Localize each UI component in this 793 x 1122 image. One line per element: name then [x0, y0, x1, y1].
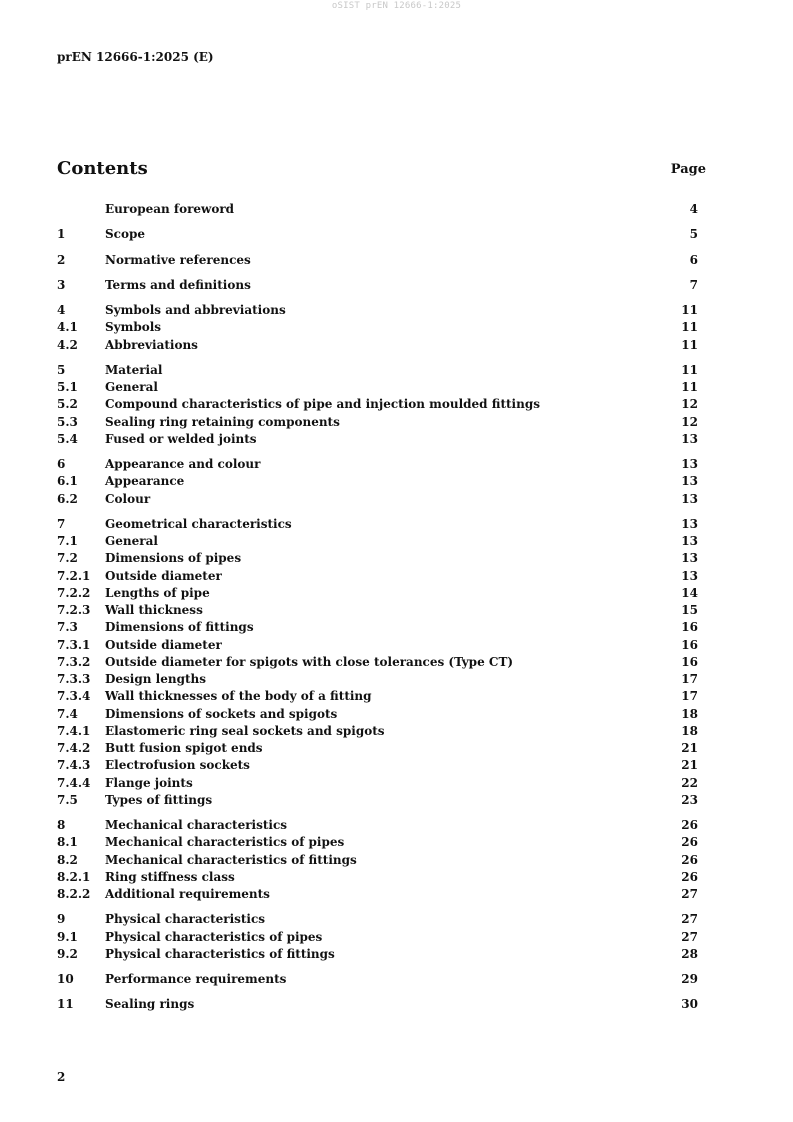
toc-entry-title: Additional requirements — [105, 887, 270, 901]
toc-entry-number: 4.2 — [57, 337, 78, 352]
toc-entry-number: 2 — [57, 252, 66, 267]
toc-entry-number: 8 — [57, 818, 66, 832]
toc-entry-page: 5 — [689, 227, 698, 242]
toc-entry-page: 13 — [681, 431, 698, 446]
toc-entry-number: 6.2 — [57, 491, 78, 506]
toc-entry-number: 7.2.3 — [57, 603, 91, 617]
toc-entry[interactable] — [57, 817, 698, 834]
toc-entry-number: 5.4 — [57, 431, 78, 446]
toc-entry[interactable] — [57, 852, 698, 869]
toc-entry-title: General — [105, 380, 158, 394]
toc-entry[interactable] — [57, 886, 698, 903]
toc-entry-title: Outside diameter — [105, 637, 222, 652]
toc-entry-title: Outside diameter — [105, 568, 222, 583]
page-number: 2 — [57, 1070, 66, 1084]
toc-entry[interactable] — [57, 362, 698, 379]
toc-entry-title: Abbreviations — [105, 337, 198, 352]
toc-entry-title: Appearance and colour — [105, 457, 261, 471]
toc-entry-page: 12 — [681, 414, 698, 429]
toc-entry[interactable] — [57, 996, 698, 1013]
toc-entry-page: 26 — [681, 852, 698, 867]
toc-entry-page: 14 — [681, 585, 698, 600]
toc-entry[interactable] — [57, 396, 698, 413]
toc-entry-number: 7.5 — [57, 792, 78, 807]
toc-entry-title: Scope — [105, 227, 146, 242]
toc-entry-title: Physical characteristics — [105, 912, 266, 927]
toc-entry-title: European foreword — [105, 202, 235, 216]
toc-entry[interactable] — [57, 456, 698, 473]
toc-entry-page: 11 — [681, 380, 698, 394]
toc-entry[interactable] — [57, 671, 698, 688]
toc-entry[interactable] — [57, 550, 698, 567]
toc-entry[interactable] — [57, 319, 698, 336]
toc-entry-number: 5.1 — [57, 380, 78, 394]
toc-entry-page: 16 — [681, 637, 698, 652]
toc-entry-number: 7.4.3 — [57, 758, 91, 773]
toc-entry-title: Symbols and abbreviations — [105, 303, 286, 317]
toc-entry-number: 8.2.1 — [57, 869, 91, 884]
toc-entry-page: 17 — [681, 689, 698, 704]
toc-entry[interactable] — [57, 533, 698, 550]
toc-entry-title: Sealing ring retaining components — [105, 414, 340, 429]
toc-entry-page: 27 — [681, 912, 698, 927]
toc-entry[interactable] — [57, 568, 698, 585]
toc-entry-page: 4 — [689, 202, 698, 216]
toc-entry-title: Design lengths — [105, 672, 206, 686]
toc-entry-page: 13 — [681, 568, 698, 583]
toc-entry-title: Compound characteristics of pipe and injection moulded fittings — [105, 397, 540, 412]
toc-entry[interactable] — [57, 911, 698, 928]
toc-entry[interactable] — [57, 929, 698, 946]
toc-entry[interactable] — [57, 637, 698, 654]
toc-entry-page: 28 — [681, 946, 698, 961]
toc-entry-page: 13 — [681, 551, 698, 566]
toc-entry-title: Elastomeric ring seal sockets and spigots — [105, 723, 385, 738]
toc-entry-number: 7.3.3 — [57, 672, 91, 686]
toc-entry-number: 7.1 — [57, 534, 78, 548]
toc-entry-page: 11 — [681, 337, 698, 352]
toc-entry-number: 7.4 — [57, 706, 78, 721]
toc-entry-number: 8.2.2 — [57, 887, 91, 901]
toc-entry-number: 7.4.1 — [57, 723, 91, 738]
toc-entry-title: Dimensions of fittings — [105, 620, 254, 635]
toc-entry-page: 12 — [681, 397, 698, 412]
toc-entry[interactable] — [57, 201, 698, 218]
toc-entry-page: 6 — [689, 252, 698, 267]
toc-entry-page: 18 — [681, 723, 698, 738]
page-column-label: Page — [670, 162, 706, 177]
toc-entry-title: Mechanical characteristics of pipes — [105, 835, 345, 850]
table-of-contents — [57, 201, 698, 1014]
toc-entry[interactable] — [57, 706, 698, 723]
toc-entry-number: 7 — [57, 516, 66, 531]
toc-entry-page: 11 — [681, 362, 698, 377]
toc-entry-number: 7.3 — [57, 620, 78, 635]
toc-entry-title: Types of fittings — [105, 792, 213, 807]
toc-entry[interactable] — [57, 619, 698, 636]
toc-entry[interactable] — [57, 516, 698, 533]
toc-entry[interactable] — [57, 688, 698, 705]
contents-heading: Contents — [57, 158, 148, 179]
toc-entry-page: 26 — [681, 818, 698, 832]
toc-entry-page: 15 — [681, 603, 698, 617]
toc-entry-title: Physical characteristics of fittings — [105, 946, 335, 961]
toc-entry[interactable] — [57, 740, 698, 757]
toc-entry-page: 26 — [681, 835, 698, 850]
toc-entry-page: 16 — [681, 654, 698, 669]
toc-entry-number: 7.3.4 — [57, 689, 91, 704]
toc-entry-number: 4 — [57, 303, 66, 317]
document-id: prEN 12666-1:2025 (E) — [57, 50, 214, 64]
toc-entry-number: 8.1 — [57, 835, 78, 850]
toc-entry-title: Symbols — [105, 320, 162, 335]
toc-entry-title: Sealing rings — [105, 997, 195, 1012]
toc-entry-title: Dimensions of sockets and spigots — [105, 706, 338, 721]
toc-entry-page: 16 — [681, 620, 698, 635]
toc-entry-number: 9.2 — [57, 946, 78, 961]
toc-entry[interactable] — [57, 971, 698, 988]
toc-entry-title: Mechanical characteristics of fittings — [105, 852, 357, 867]
toc-entry[interactable] — [57, 226, 698, 243]
toc-entry[interactable] — [57, 277, 698, 294]
toc-entry-title: Butt fusion spigot ends — [105, 741, 263, 755]
toc-entry-number: 9 — [57, 912, 66, 927]
toc-entry-title: Lengths of pipe — [105, 585, 210, 600]
toc-entry-title: Dimensions of pipes — [105, 551, 242, 566]
toc-entry-number: 9.1 — [57, 929, 78, 944]
toc-entry-number: 4.1 — [57, 320, 78, 335]
toc-entry-number: 8.2 — [57, 852, 78, 867]
toc-entry-title: Flange joints — [105, 775, 193, 790]
toc-entry-title: Mechanical characteristics — [105, 818, 288, 832]
toc-entry-page: 26 — [681, 869, 698, 884]
toc-entry[interactable] — [57, 946, 698, 963]
toc-entry-number: 7.2.2 — [57, 585, 91, 600]
toc-entry-title: Physical characteristics of pipes — [105, 929, 323, 944]
toc-entry[interactable] — [57, 834, 698, 851]
toc-entry-page: 29 — [681, 972, 698, 986]
toc-entry-title: Wall thickness — [105, 603, 203, 617]
toc-entry-page: 22 — [681, 775, 698, 790]
toc-entry-number: 1 — [57, 227, 66, 242]
toc-entry[interactable] — [57, 337, 698, 354]
toc-entry-page: 17 — [681, 672, 698, 686]
toc-entry-number: 5.3 — [57, 414, 78, 429]
toc-entry-page: 13 — [681, 474, 698, 489]
toc-entry-title: Wall thicknesses of the body of a fitting — [105, 689, 372, 704]
toc-entry[interactable] — [57, 252, 698, 269]
toc-entry-page: 27 — [681, 887, 698, 901]
toc-entry-title: Colour — [105, 491, 151, 506]
toc-entry-number: 11 — [57, 997, 74, 1012]
toc-entry-page: 30 — [681, 997, 698, 1012]
toc-entry-page: 27 — [681, 929, 698, 944]
toc-entry-number: 7.4.4 — [57, 775, 91, 790]
toc-entry-page: 13 — [681, 516, 698, 531]
toc-entry-title: Geometrical characteristics — [105, 516, 292, 531]
toc-entry-page: 21 — [681, 741, 698, 755]
toc-entry[interactable] — [57, 654, 698, 671]
toc-entry-number: 3 — [57, 277, 66, 292]
toc-entry[interactable] — [57, 414, 698, 431]
watermark-text: oSIST prEN 12666-1:2025 — [331, 1, 462, 11]
toc-entry-title: Material — [105, 362, 163, 377]
toc-entry[interactable] — [57, 491, 698, 508]
toc-entry-title: General — [105, 534, 158, 548]
toc-entry-number: 5 — [57, 362, 66, 377]
toc-entry-number: 7.3.1 — [57, 637, 91, 652]
toc-entry-title: Performance requirements — [105, 972, 287, 986]
toc-entry-number: 10 — [57, 972, 74, 986]
toc-entry-title: Electrofusion sockets — [105, 758, 250, 773]
toc-entry-number: 7.2.1 — [57, 568, 91, 583]
toc-entry-number: 7.4.2 — [57, 741, 91, 755]
toc-entry-title: Ring stiffness class — [105, 869, 235, 884]
toc-entry-page: 13 — [681, 534, 698, 548]
toc-entry[interactable] — [57, 431, 698, 448]
toc-entry[interactable] — [57, 775, 698, 792]
toc-entry-page: 13 — [681, 457, 698, 471]
toc-entry-page: 11 — [681, 320, 698, 335]
toc-entry[interactable] — [57, 302, 698, 319]
toc-entry-title: Terms and definitions — [105, 277, 251, 292]
toc-entry-number: 7.2 — [57, 551, 78, 566]
toc-entry[interactable] — [57, 585, 698, 602]
toc-entry-page: 23 — [681, 792, 698, 807]
toc-entry[interactable] — [57, 602, 698, 619]
toc-entry-page: 13 — [681, 491, 698, 506]
toc-entry-page: 21 — [681, 758, 698, 773]
toc-entry[interactable] — [57, 757, 698, 774]
toc-entry-number: 5.2 — [57, 397, 78, 412]
toc-entry-page: 18 — [681, 706, 698, 721]
toc-entry-page: 11 — [681, 303, 698, 317]
toc-entry[interactable] — [57, 869, 698, 886]
toc-entry[interactable] — [57, 379, 698, 396]
toc-entry-number: 6 — [57, 457, 66, 471]
toc-entry-number: 6.1 — [57, 474, 78, 489]
toc-entry-title: Outside diameter for spigots with close tolerances (Type CT) — [105, 654, 514, 669]
toc-entry[interactable] — [57, 723, 698, 740]
toc-entry-title: Normative references — [105, 252, 251, 267]
toc-entry[interactable] — [57, 792, 698, 809]
toc-entry-title: Appearance — [105, 474, 185, 489]
toc-entry-number: 7.3.2 — [57, 654, 91, 669]
toc-entry-title: Fused or welded joints — [105, 431, 257, 446]
toc-entry-page: 7 — [689, 277, 698, 292]
toc-entry[interactable] — [57, 473, 698, 490]
